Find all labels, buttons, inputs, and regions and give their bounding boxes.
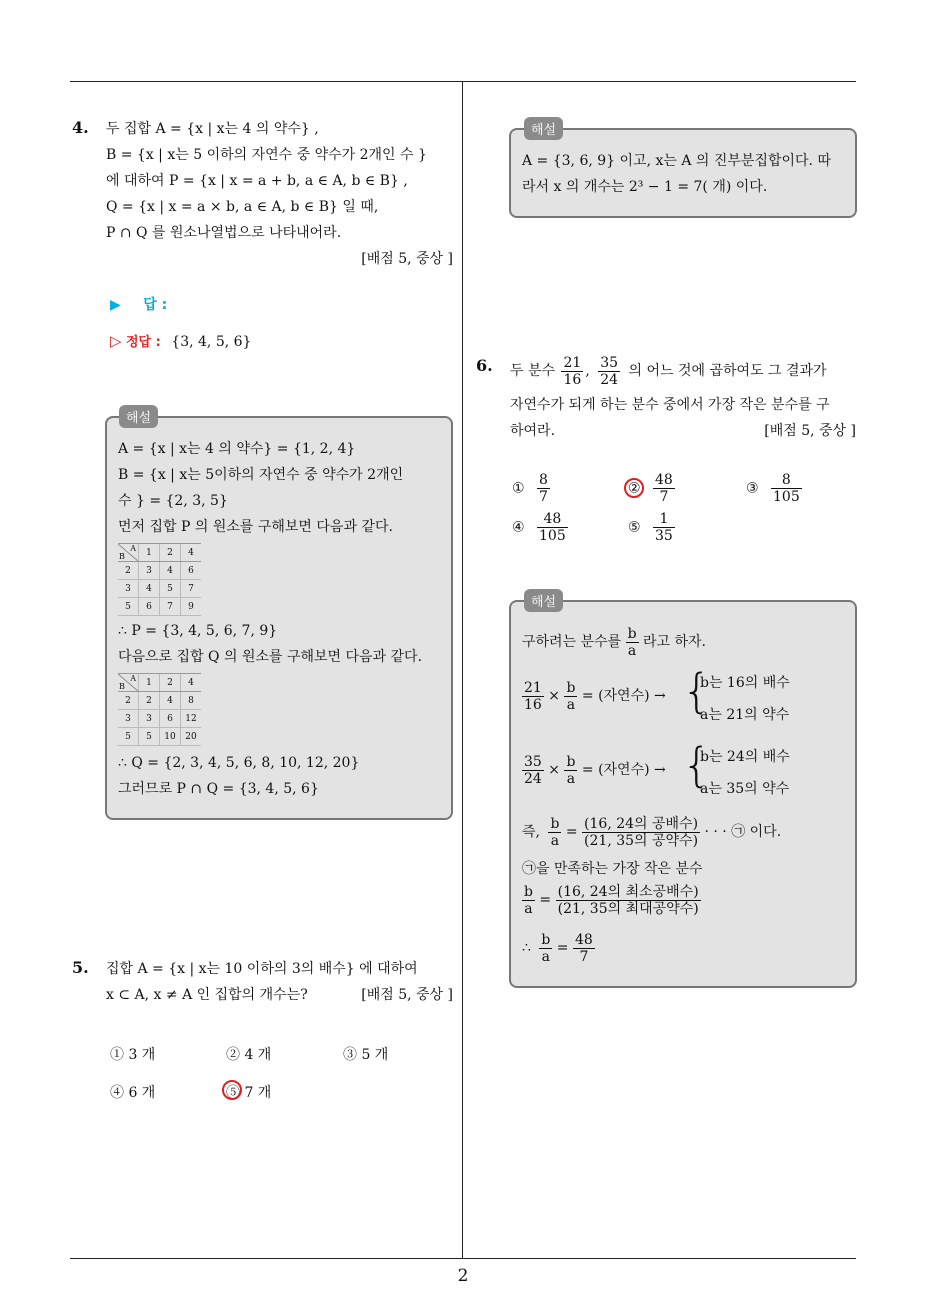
solution-tag: 해설 (119, 405, 158, 428)
table-cell: 2 (160, 674, 181, 692)
question-5-number: 5. (72, 958, 89, 977)
left-brace-icon: { (682, 738, 712, 792)
q6-option-3[interactable]: ③ $\frac{8}{105}$ (746, 472, 800, 505)
q6-option-4[interactable]: ④ $\frac{48}{105}$ (512, 511, 566, 544)
q5-option-4[interactable]: ④ 6 개 (110, 1085, 156, 1101)
solution-tag: 해설 (524, 117, 563, 140)
question-4-line: B = {x | x는 5 이하의 자연수 중 약수가 2개인 수 } (106, 147, 427, 163)
table-cell: 1 (139, 674, 160, 692)
q5-option-2[interactable]: ② 4 개 (226, 1047, 272, 1063)
answer-label: 답 : (143, 297, 168, 313)
solution-line: ∴ P = {3, 4, 5, 6, 7, 9} (118, 623, 278, 639)
table-cell: 2 (160, 544, 181, 562)
correct-answer-label: 정답 : (126, 335, 161, 350)
solution-box-q5 (509, 128, 857, 218)
solution-line: ∴ $\frac{b}{a}$ = $\frac{48}{7}$ (522, 931, 593, 965)
q5-option-5[interactable]: ⑤ 7 개 (226, 1085, 272, 1101)
page-number: 2 (457, 1266, 469, 1286)
solution-condition: b는 16의 배수 (700, 675, 790, 691)
solution-line: 수 } = {2, 3, 5} (118, 493, 228, 509)
question-5-line: x ⊂ A, x ≠ A 인 집합의 개수는? (106, 987, 308, 1003)
answer-row (110, 294, 167, 314)
triangle-outline-icon: ▷ (110, 332, 122, 350)
solution-condition: a는 35의 약수 (700, 781, 790, 797)
question-4-line: 에 대하여 P = {x | x = a + b, a ∈ A, b ∈ B} , (106, 173, 408, 189)
question-4-line: Q = {x | x = a × b, a ∈ A, b ∈ B} 일 때, (106, 199, 379, 215)
table-cell: 4 (181, 544, 202, 562)
solution-line: $\frac{b}{a}$ = $\frac{\text{(16, 24의 최소공배수)}}{\text{(21, 35의 최대공약수)}}$ (524, 883, 699, 917)
table-row: 5 6 7 9 (118, 598, 201, 616)
solution-line: 먼저 집합 P 의 원소를 구해보면 다음과 같다. (118, 519, 393, 535)
question-5-meta: [배점 5, 중상 ] (361, 987, 453, 1003)
question-4-meta: [배점 5, 중상 ] (361, 251, 453, 267)
solution-condition: b는 24의 배수 (700, 749, 790, 765)
solution-equation-2: $\frac{35}{24}$ × $\frac{b}{a}$ = (자연수) → (524, 753, 666, 787)
solution-line: 즉, $\frac{b}{a}$ = $\frac{\text{(16, 24의 공배수)}}{\text{(21, 35의 공약수)}}$ · · · ㉠ 이다. (522, 815, 782, 849)
table-cell: 1 (139, 544, 160, 562)
question-5-line: 집합 A = {x | x는 10 이하의 3의 배수} 에 대하여 (106, 961, 418, 977)
solution-line: A = {3, 6, 9} 이고, x는 A 의 진부분집합이다. 따 (522, 153, 831, 169)
question-6-line1: 두 분수 $\frac{21}{16}$ , $\frac{35}{24}$ 의 어느 것에 곱하여도 그 결과가 (510, 354, 827, 388)
question-6-line: 하여라. (510, 423, 556, 439)
question-4-number: 4. (72, 118, 89, 137)
table-cell: 4 (181, 674, 202, 692)
table-row: 2 2 4 8 (118, 692, 201, 710)
solution-line: ∴ Q = {2, 3, 4, 5, 6, 8, 10, 12, 20} (118, 755, 360, 771)
table-corner: A B (118, 674, 139, 692)
table-row: 5 5 10 20 (118, 728, 201, 746)
solution-line: 다음으로 집합 Q 의 원소를 구해보면 다음과 같다. (118, 649, 423, 665)
question-4-line: 두 집합 A = {x | x는 4 의 약수} , (106, 121, 319, 137)
correct-answer-row (110, 331, 251, 350)
q6-option-5[interactable]: ⑤ $\frac{1}{35}$ (628, 511, 673, 544)
table-corner: A B (118, 544, 139, 562)
bottom-rule (70, 1258, 856, 1259)
table-row: 3 3 6 12 (118, 710, 201, 728)
correct-answer-value: {3, 4, 5, 6} (171, 334, 252, 350)
selected-answer-circle-icon (624, 478, 644, 498)
question-6-line: 자연수가 되게 하는 분수 중에서 가장 작은 분수를 구 (510, 397, 830, 413)
question-6-meta: [배점 5, 중상 ] (764, 423, 856, 439)
q5-option-1[interactable]: ① 3 개 (110, 1047, 156, 1063)
solution-tag: 해설 (524, 589, 563, 612)
selected-answer-circle-icon (222, 1080, 242, 1100)
left-brace-icon: { (682, 664, 712, 718)
solution-equation-1: $\frac{21}{16}$ × $\frac{b}{a}$ = (자연수) → (524, 679, 666, 713)
sum-table (118, 543, 201, 616)
q5-option-3[interactable]: ③ 5 개 (343, 1047, 389, 1063)
q6-option-2[interactable]: ② $\frac{48}{7}$ (628, 472, 673, 505)
q6-option-1[interactable]: ① $\frac{8}{7}$ (512, 472, 548, 505)
column-divider (462, 82, 463, 1258)
solution-line: B = {x | x는 5이하의 자연수 중 약수가 2개인 (118, 467, 404, 483)
question-6-number: 6. (476, 356, 493, 375)
solution-line: 구하려는 분수를 $\frac{b}{a}$ 라고 하자. (522, 625, 706, 659)
table-row: 3 4 5 7 (118, 580, 201, 598)
play-icon: ▶ (110, 297, 121, 313)
product-table (118, 673, 201, 746)
solution-line: ㉠을 만족하는 가장 작은 분수 (522, 861, 703, 877)
solution-condition: a는 21의 약수 (700, 707, 790, 723)
table-row: 2 3 4 6 (118, 562, 201, 580)
solution-line: A = {x | x는 4 의 약수} = {1, 2, 4} (118, 441, 356, 457)
solution-line: 그러므로 P ∩ Q = {3, 4, 5, 6} (118, 781, 319, 797)
top-rule (70, 81, 856, 82)
solution-line: 라서 x 의 개수는 2³ − 1 = 7( 개) 이다. (522, 179, 768, 195)
question-4-line: P ∩ Q 를 원소나열법으로 나타내어라. (106, 225, 342, 241)
